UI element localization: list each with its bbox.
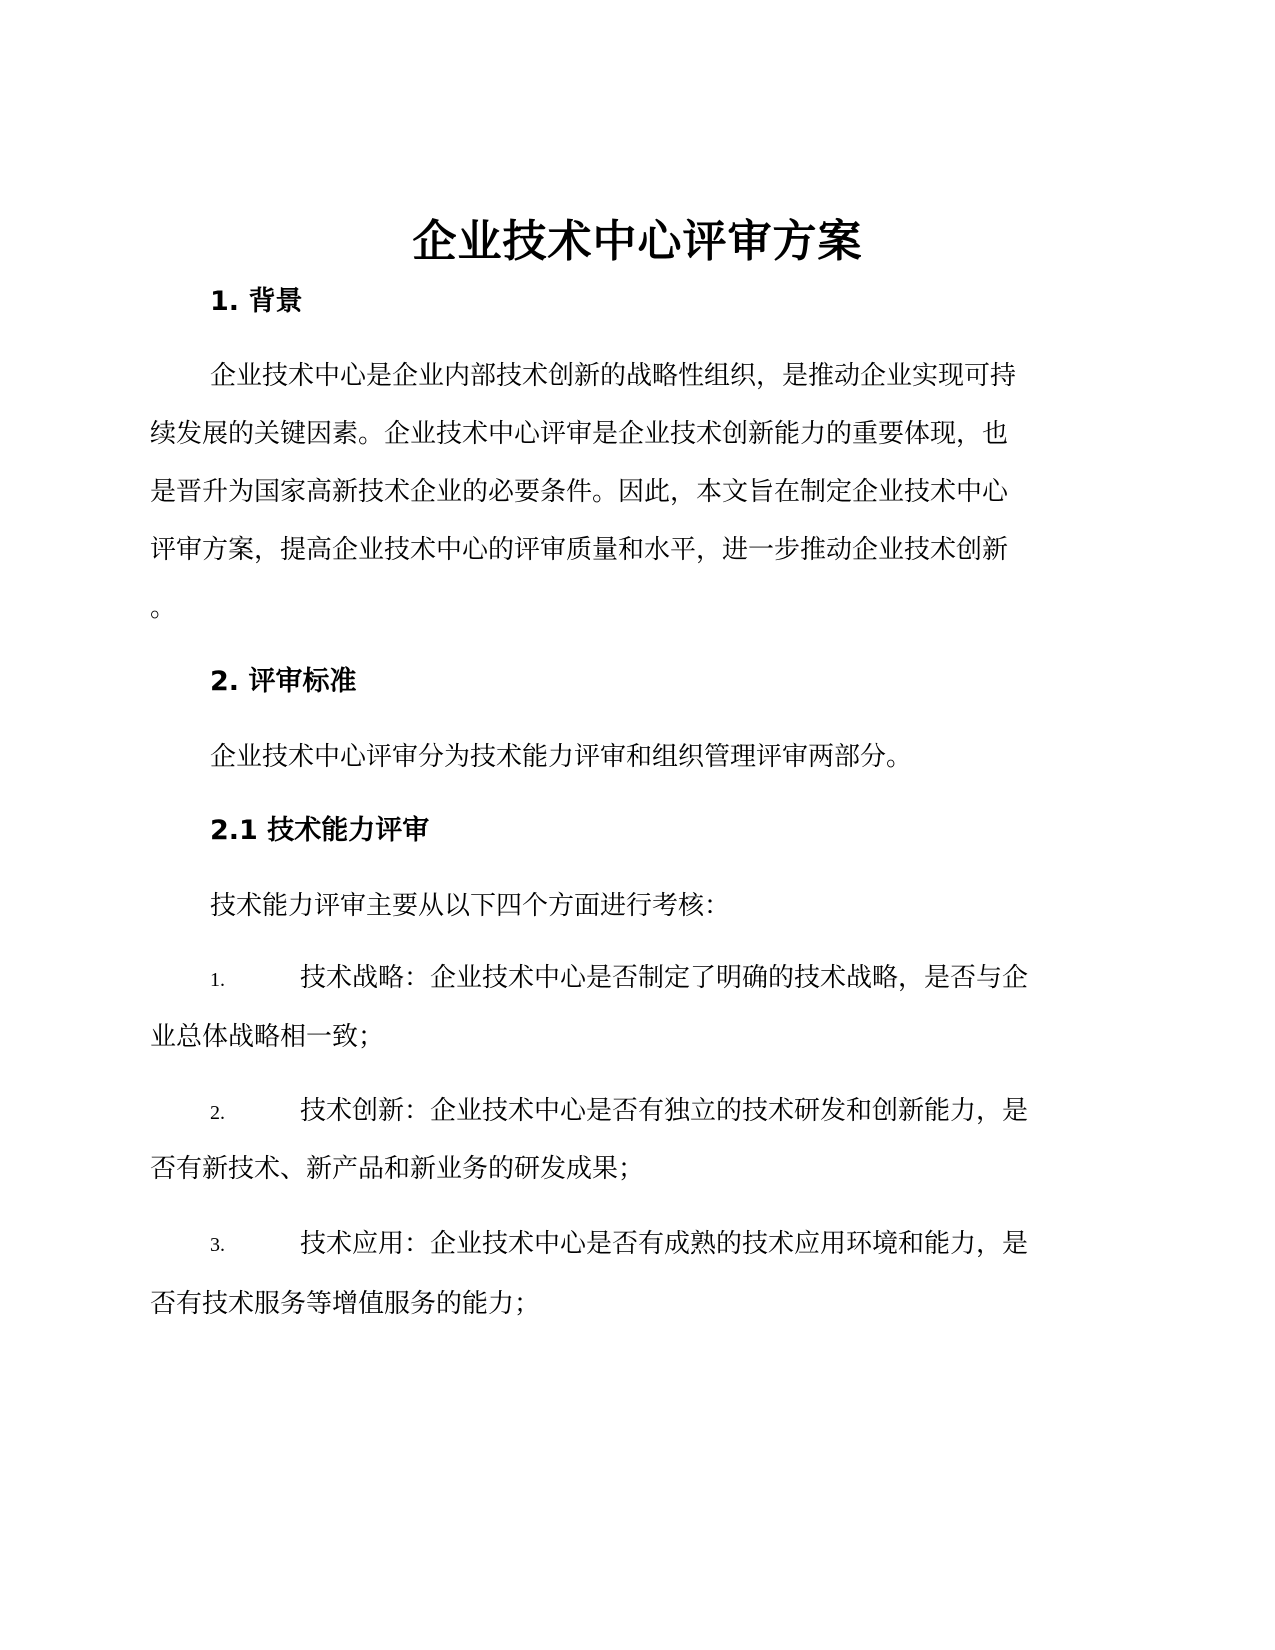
paragraph-line: 技术能力评审主要从以下四个方面进行考核： [210, 891, 731, 921]
list-item-text: 技术创新：企业技术中心是否有独立的技术研发和创新能力，是 [300, 1096, 1029, 1126]
list-item-text: 否有技术服务等增值服务的能力； [150, 1289, 541, 1319]
list-item-text: 否有新技术、新产品和新业务的研发成果； [150, 1154, 645, 1184]
list-item-number: 1. [210, 969, 225, 991]
section-heading-standards: 2. 评审标准 [210, 666, 357, 697]
paragraph-line: 企业技术中心是企业内部技术创新的战略性组织，是推动企业实现可持 [210, 361, 1017, 391]
paragraph-line: 评审方案，提高企业技术中心的评审质量和水平，进一步推动企业技术创新 [150, 535, 1009, 565]
section-heading-background: 1. 背景 [210, 286, 303, 317]
paragraph-line: 续发展的关键因素。企业技术中心评审是企业技术创新能力的重要体现，也 [150, 419, 1009, 449]
paragraph-line: 。 [150, 593, 177, 623]
document-title: 企业技术中心评审方案 [412, 216, 863, 267]
paragraph-line: 是晋升为国家高新技术企业的必要条件。因此，本文旨在制定企业技术中心 [150, 477, 1009, 507]
list-item-number: 3. [210, 1234, 225, 1256]
list-item-text: 技术应用：企业技术中心是否有成熟的技术应用环境和能力，是 [300, 1229, 1029, 1259]
list-item-text: 业总体战略相一致； [150, 1022, 385, 1052]
section-heading-tech-ability: 2.1 技术能力评审 [210, 815, 430, 846]
list-item-number: 2. [210, 1102, 225, 1124]
list-item-text: 技术战略：企业技术中心是否制定了明确的技术战略，是否与企 [300, 963, 1029, 993]
paragraph-line: 企业技术中心评审分为技术能力评审和组织管理评审两部分。 [210, 742, 913, 772]
